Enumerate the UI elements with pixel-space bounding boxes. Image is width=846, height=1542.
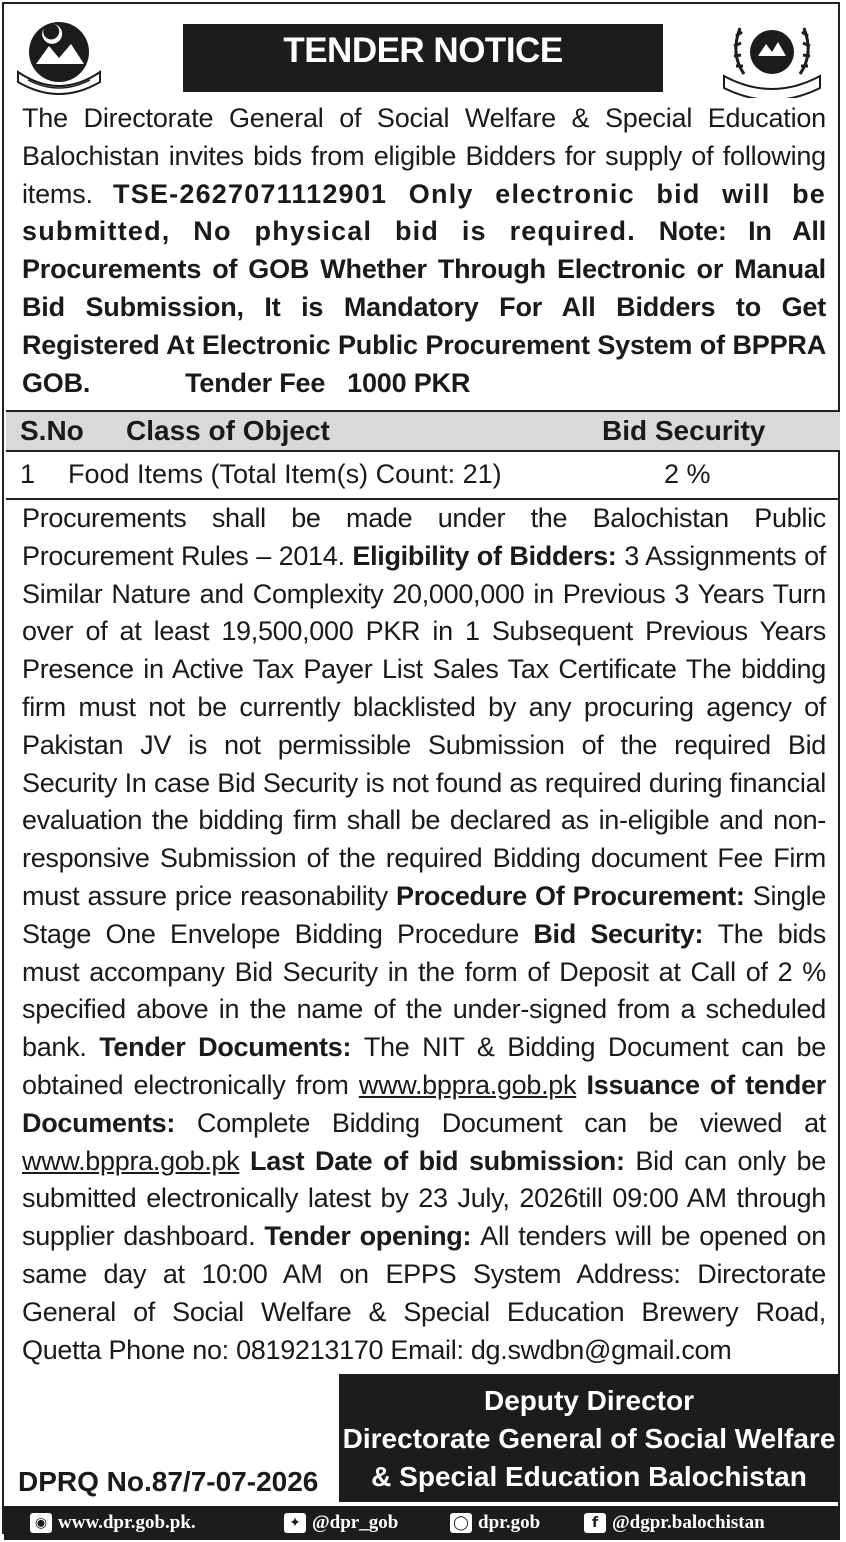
- intro-text: The Directorate General of Social Welfare & Special Education Balochistan invites bids from eligible Bidders for supply of following items.: [22, 103, 826, 209]
- twitter-icon: ✦: [284, 1513, 306, 1533]
- heading-tender-opening: Tender opening:: [264, 1221, 481, 1252]
- intro-paragraph: [22, 100, 826, 402]
- table-row: [6, 452, 840, 496]
- tender-documents-text: The NIT & Bidding Document can be obtained electronically from: [22, 1032, 826, 1100]
- heading-last-date: Last Date of bid submission:: [239, 1145, 636, 1176]
- heading-eligibility: Eligibility of Bidders:: [352, 540, 625, 571]
- last-date-text: Bid can only be submitted electronically latest by 23 July, 2026till 09:00 AM through supplier dashboard.: [22, 1145, 826, 1252]
- footer-bar: [4, 1506, 840, 1540]
- signature-block: [339, 1374, 839, 1502]
- header: [0, 0, 846, 100]
- tender-opening-text: All tenders will be opened on same day at 10:00 AM on EPPS System Address: Directorate General of Social Welfare & Special Education Brewery Road, Quetta Phone no: 0819213170 Email: dg.swdbn@gmail.com: [22, 1221, 826, 1365]
- balochistan-emblem-right-icon: [716, 14, 828, 98]
- footer-website[interactable]: [30, 1506, 196, 1540]
- items-table: [6, 410, 840, 500]
- cell-sno: 1: [20, 459, 36, 489]
- heading-tender-documents: Tender Documents:: [99, 1032, 364, 1063]
- table-header: [6, 412, 840, 452]
- heading-issuance: Issuance of tender Documents:: [22, 1069, 826, 1138]
- header-sno: S.No: [20, 415, 84, 446]
- heading-bid-security: Bid Security:: [533, 918, 718, 949]
- cell-class-of-object: Food Items (Total Item(s) Count: 21): [68, 459, 502, 489]
- bppra-link-2[interactable]: www.bppra.gob.pk: [22, 1145, 240, 1176]
- instagram-icon: ◯: [450, 1513, 472, 1533]
- dprq-number: DPRQ No.87/7-07-2026: [18, 1466, 319, 1497]
- details-paragraph: [22, 500, 826, 1369]
- footer-facebook[interactable]: [584, 1506, 765, 1540]
- footer-website-text: www.dpr.gob.pk.: [58, 1512, 196, 1533]
- tender-fee-label: Tender Fee: [185, 367, 326, 398]
- balochistan-emblem-left-icon: [14, 14, 104, 98]
- issuance-text: Complete Bidding Document can be viewed at: [196, 1107, 827, 1138]
- tender-fee-value: 1000 PKR: [347, 367, 471, 398]
- facebook-icon: f: [584, 1513, 606, 1533]
- signature-title: Deputy Director: [483, 1385, 695, 1416]
- procurement-rules: Procurements shall be made under the Balochistan Public Procurement Rules – 2014.: [22, 503, 826, 571]
- tender-reference: TSE-2627071112901 Only electronic bid will be submitted, No physical bid is required.: [22, 178, 826, 247]
- heading-procedure: Procedure Of Procurement:: [396, 880, 753, 911]
- procedure-text: Single Stage One Envelope Bidding Procedure: [22, 880, 826, 949]
- bppra-link[interactable]: www.bppra.gob.pk: [358, 1069, 577, 1100]
- signature-org-line1: Directorate General of Social Welfare: [342, 1423, 836, 1454]
- globe-icon: ◉: [30, 1513, 52, 1533]
- footer-instagram-text: dpr.gob: [478, 1512, 541, 1533]
- footer-facebook-text: @dgpr.balochistan: [612, 1512, 765, 1533]
- footer-twitter[interactable]: [284, 1506, 398, 1540]
- page-title: TENDER NOTICE: [183, 24, 663, 92]
- registration-note: Note: In All Procurements of GOB Whether Through Electronic or Manual Bid Submission, It is Mandatory For All Bidders to Get Registered At Electronic Public Procurement System of BPPRA GOB.: [22, 216, 826, 398]
- footer-twitter-text: @dpr_gob: [312, 1512, 399, 1533]
- header-bid-security: Bid Security: [602, 415, 766, 446]
- eligibility-text: 3 Assignments of Similar Nature and Complexity 20,000,000 in Previous 3 Years Turn over of at least 19,500,000 PKR in 1 Subsequent Previous Years Presence in Active Tax Payer List Sales Tax Certificate The bidding firm must not be currently blacklisted by any procuring agency of Pakistan JV is not permissible Submission of the required Bid Security In case Bid Security is not found as required during financial evaluation the bidding firm shall be declared as in-eligible and non-responsive Submission of the required Bidding document Fee Firm must assure price reasonability: [22, 540, 826, 911]
- footer-instagram[interactable]: [450, 1506, 540, 1540]
- bid-security-text: The bids must accompany Bid Security in the form of Deposit at Call of 2 % specified above in the name of the under-signed from a scheduled bank.: [22, 918, 826, 1063]
- signature-org-line2: & Special Education Balochistan: [371, 1461, 807, 1492]
- cell-bid-security: 2 %: [664, 459, 711, 489]
- header-class-of-object: Class of Object: [126, 415, 330, 446]
